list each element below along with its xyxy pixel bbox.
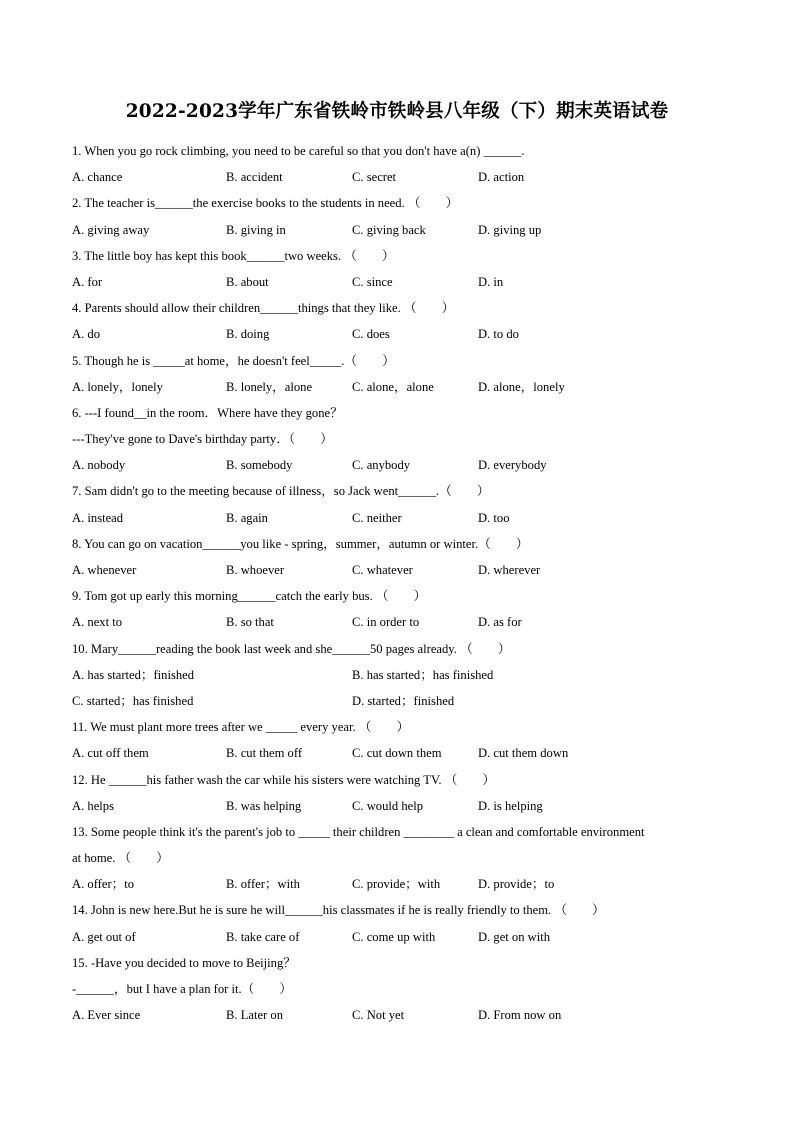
answer-option: C. cut down them: [352, 746, 442, 761]
answer-option: A. instead: [72, 510, 124, 525]
answer-option: C. started；has finished: [72, 693, 194, 708]
answer-option: A. cut off them: [72, 746, 149, 761]
answer-option: C. giving back: [352, 222, 426, 237]
answer-option: A. has started；finished: [72, 667, 195, 682]
answer-option: B. somebody: [226, 458, 293, 473]
question-stem: 14. John is new here.But he is sure he will______his classmates if he is really friendly to them. （ ）: [72, 903, 605, 918]
question-item: [72, 767, 722, 819]
question-stem: 6. ---I found__in the room．Where have they gone？: [72, 405, 343, 420]
answer-option: A. helps: [72, 798, 114, 813]
question-stem: 13. Some people think it's the parent's job to _____ their children ________ a clean and comfortable environment: [72, 824, 645, 839]
answer-option: C. whatever: [352, 563, 413, 577]
answer-option: D. get on with: [478, 929, 551, 944]
question-stem: 15. -Have you decided to move to Beijing？: [72, 955, 296, 970]
option-row: [72, 452, 722, 478]
answer-option: B. lonely，alone: [226, 379, 313, 394]
option-row: [72, 662, 722, 688]
question-item: [72, 531, 722, 583]
answer-option: B. offer；with: [226, 877, 300, 892]
answer-option: C. neither: [352, 510, 402, 525]
answer-option: D. cut them down: [478, 746, 569, 761]
answer-option: B. Later on: [226, 1008, 284, 1023]
option-row: [72, 374, 722, 400]
option-row: [72, 793, 722, 819]
option-row: [72, 688, 722, 714]
option-row: [72, 609, 722, 635]
question-item: [72, 819, 722, 898]
answer-option: A. get out of: [72, 929, 136, 944]
option-row: [72, 217, 722, 243]
answer-option: D. to do: [478, 327, 519, 342]
question-stem: ---They've gone to Dave's birthday party．（ ）: [72, 432, 333, 447]
answer-option: D. everybody: [478, 458, 547, 473]
answer-option: B. was helping: [226, 798, 302, 813]
question-stem: 4. Parents should allow their children______things that they like. （ ）: [72, 301, 455, 316]
answer-option: B. whoever: [226, 563, 285, 577]
question-item: [72, 897, 722, 949]
question-item: [72, 348, 722, 400]
question-stem: -______，but I have a plan for it.（ ）: [72, 982, 292, 996]
answer-option: B. take care of: [226, 929, 300, 944]
option-row: [72, 557, 722, 583]
option-row: [72, 505, 722, 531]
answer-option: A. offer；to: [72, 877, 135, 892]
option-row: [72, 740, 722, 766]
answer-option: C. anybody: [352, 458, 411, 473]
question-stem: 1. When you go rock climbing, you need to be careful so that you don't have a(n) ______.: [72, 144, 525, 158]
answer-option: B. cut them off: [226, 746, 303, 761]
answer-option: C. does: [352, 327, 390, 342]
question-item: [72, 243, 722, 295]
answer-option: B. again: [226, 510, 268, 525]
question-item: [72, 478, 722, 530]
option-row: [72, 924, 722, 950]
question-stem: 7. Sam didn't go to the meeting because of illness，so Jack went______.（ ）: [72, 484, 490, 499]
option-row: [72, 269, 722, 295]
answer-option: D. alone，lonely: [478, 379, 565, 394]
question-stem: 9. Tom got up early this morning______catch the early bus. （ ）: [72, 589, 427, 604]
question-stem: at home. （ ）: [72, 851, 169, 866]
answer-option: A. next to: [72, 615, 123, 630]
answer-option: A. for: [72, 274, 103, 289]
question-list: [72, 138, 722, 1028]
question-item: [72, 950, 722, 1029]
answer-option: C. provide；with: [352, 877, 441, 892]
answer-option: D. started；finished: [352, 693, 455, 708]
answer-option: B. has started；has finished: [352, 667, 494, 682]
answer-option: B. doing: [226, 327, 270, 342]
answer-option: D. is helping: [478, 798, 543, 813]
question-item: [72, 583, 722, 635]
question-stem: 12. He ______his father wash the car while his sisters were watching TV. （ ）: [72, 772, 496, 787]
question-stem: 8. You can go on vacation______you like - spring，summer，autumn or winter.（ ）: [72, 536, 529, 551]
answer-option: A. Ever since: [72, 1008, 141, 1023]
answer-option: C. alone，alone: [352, 379, 434, 394]
answer-option: A. lonely，lonely: [72, 379, 163, 394]
answer-option: A. do: [72, 327, 100, 342]
answer-option: C. Not yet: [352, 1008, 405, 1023]
answer-option: B. giving in: [226, 222, 286, 237]
answer-option: A. chance: [72, 170, 123, 185]
question-item: [72, 138, 722, 190]
answer-option: C. since: [352, 274, 393, 289]
answer-option: D. wherever: [478, 563, 541, 577]
answer-option: D. as for: [478, 615, 522, 630]
answer-option: C. secret: [352, 170, 397, 185]
question-stem: 2. The teacher is______the exercise books to the students in need. （ ）: [72, 196, 459, 211]
answer-option: D. action: [478, 170, 525, 185]
answer-option: D. too: [478, 510, 510, 525]
answer-option: B. accident: [226, 170, 283, 185]
option-row: [72, 164, 722, 190]
page-title: 2022-2023学年广东省铁岭市铁岭县八年级（下）期末英语试卷: [125, 101, 669, 122]
answer-option: B. so that: [226, 615, 274, 630]
answer-option: C. would help: [352, 798, 424, 813]
answer-option: D. in: [478, 274, 504, 289]
answer-option: D. provide；to: [478, 877, 555, 892]
answer-option: C. come up with: [352, 929, 436, 944]
question-stem: 3. The little boy has kept this book______two weeks. （ ）: [72, 248, 395, 263]
question-item: [72, 295, 722, 347]
answer-option: B. about: [226, 274, 269, 289]
question-stem: 10. Mary______reading the book last week and she______50 pages already. （ ）: [72, 641, 511, 656]
answer-option: A. giving away: [72, 222, 150, 237]
option-row: [72, 321, 722, 347]
option-row: [72, 1002, 722, 1028]
question-stem: 5. Though he is _____at home，he doesn't feel_____.（ ）: [72, 353, 395, 368]
answer-option: C. in order to: [352, 615, 420, 630]
question-item: [72, 190, 722, 242]
question-item: [72, 400, 722, 479]
answer-option: D. From now on: [478, 1008, 562, 1023]
question-item: [72, 636, 722, 715]
answer-option: D. giving up: [478, 222, 542, 237]
question-stem: 11. We must plant more trees after we _____ every year. （ ）: [72, 720, 410, 735]
question-item: [72, 714, 722, 766]
answer-option: A. nobody: [72, 458, 126, 473]
option-row: [72, 871, 722, 897]
answer-option: A. whenever: [72, 563, 137, 577]
